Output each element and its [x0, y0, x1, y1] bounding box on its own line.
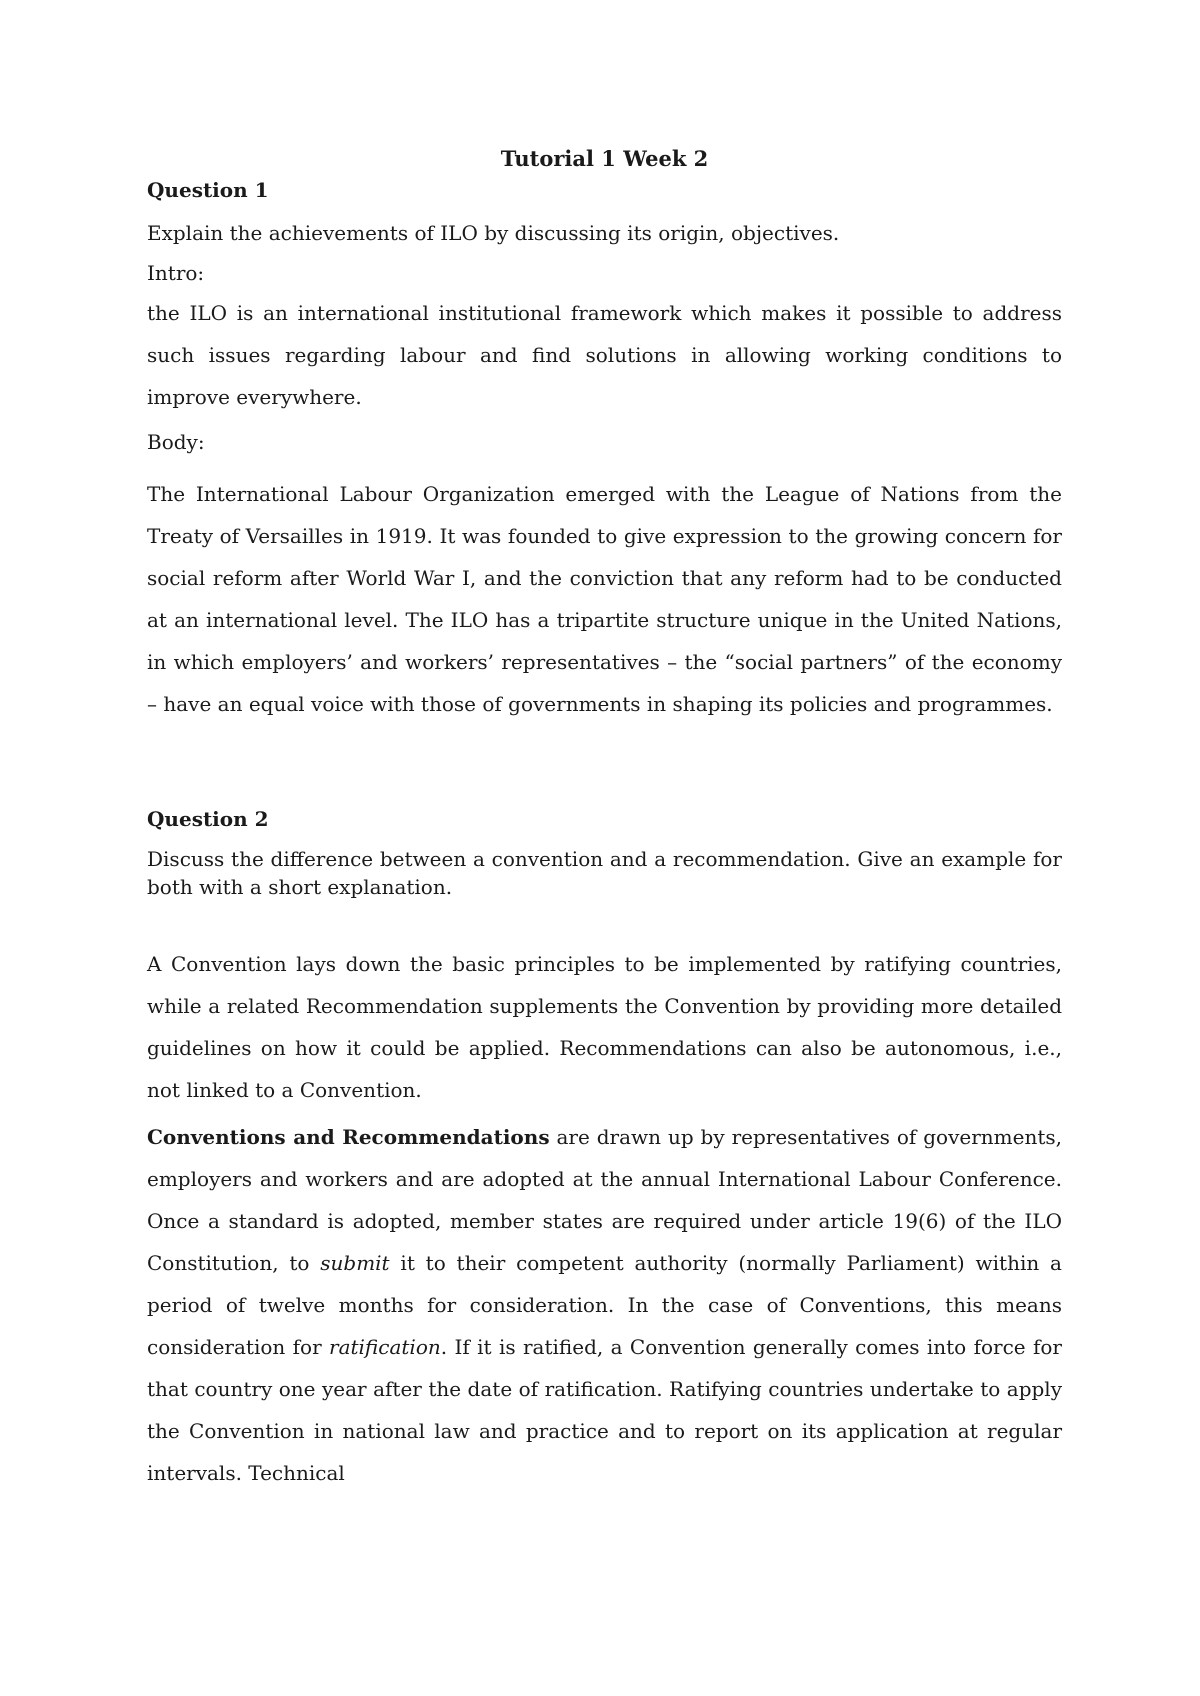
question-1-heading: Question 1	[147, 178, 269, 202]
body-paragraph: The International Labour Organization emerged with the League of Nations from the Treaty of Versailles in 1919. It was founded to give expression to the growing concern for social reform after World War I, and the conviction that any reform had to be conducted at an international level. The ILO has a tripartite structure unique in the United Nations, in which employers’ and workers’ representatives – the “social partners” of the economy – have an equal voice with those of governments in shaping its policies and programmes.	[147, 482, 1062, 716]
question-1-prompt: Explain the achievements of ILO by discussing its origin, objectives.	[147, 221, 840, 245]
italic-ratification: ratification	[329, 1335, 441, 1359]
intro-label: Intro:	[147, 261, 205, 285]
document-title: Tutorial 1 Week 2	[500, 146, 709, 171]
paragraph-text-c: . If it is ratified, a Convention generally comes into force for that country one year after the date of ratification. Ratifying countries undertake to apply the Convention in national law and practice and to report on its application at regular intervals. Technical	[147, 1335, 1062, 1485]
intro-paragraph: the ILO is an international institutional framework which makes it possible to address such issues regarding labour and find solutions in allowing working conditions to improve everywhere.	[147, 301, 1062, 409]
body-label: Body:	[147, 430, 205, 454]
bold-lead-text: Conventions and Recommendations	[147, 1125, 550, 1149]
question-2-heading: Question 2	[147, 807, 269, 831]
paragraph-text-b: it to their competent authority (normally Parliament) within a period of twelve months for consideration. In the case of Conventions, this means consideration for	[147, 1251, 1062, 1359]
convention-paragraph: A Convention lays down the basic principles to be implemented by ratifying countries, while a related Recommendation supplements the Convention by providing more detailed guidelines on how it could be applied. Recommendations can also be autonomous, i.e., not linked to a Convention.	[147, 952, 1062, 1102]
conventions-recommendations-paragraph	[147, 1116, 1062, 1494]
italic-submit: submit	[320, 1251, 390, 1275]
question-2-prompt: Discuss the difference between a convention and a recommendation. Give an example for both with a short explanation.	[147, 847, 1062, 899]
paragraph-text-a: are drawn up by representatives of governments, employers and workers and are adopted at the annual International Labour Conference. Once a standard is adopted, member states are required under article 19(6) of the ILO Constitution, to	[147, 1125, 1062, 1275]
